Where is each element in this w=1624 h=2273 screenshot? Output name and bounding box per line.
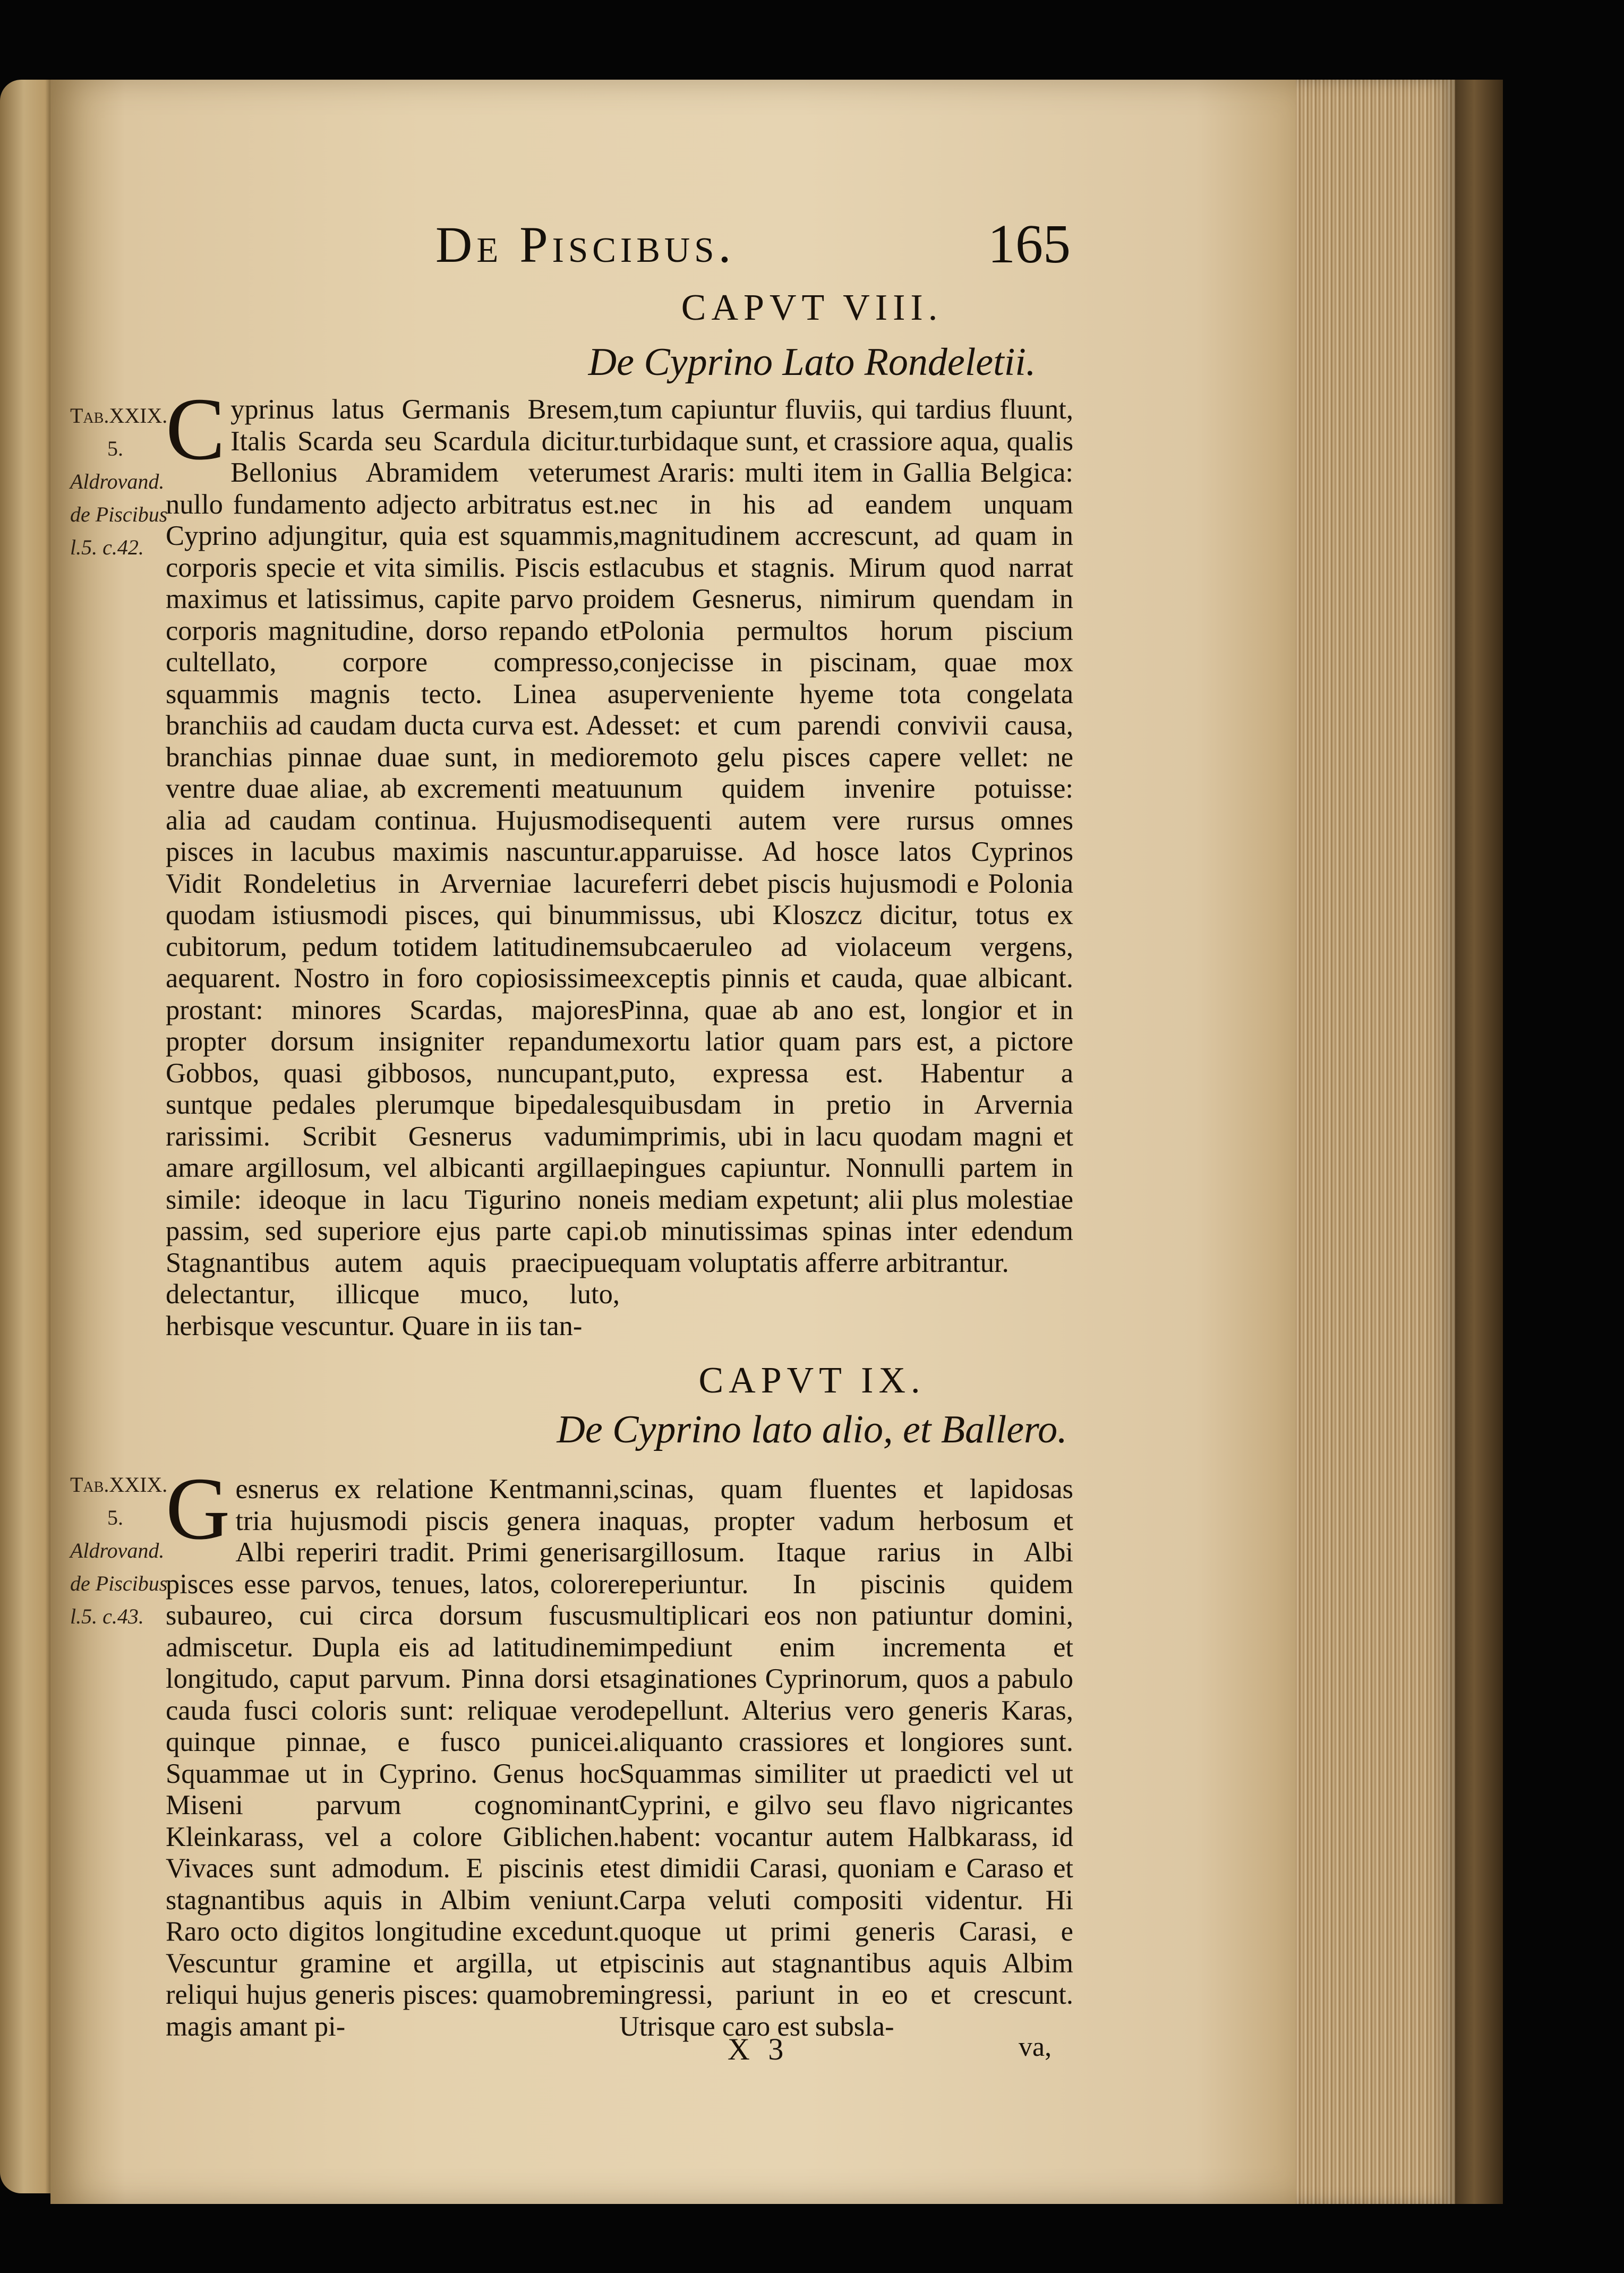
margin-work: de Piscibus (70, 1571, 168, 1595)
drop-cap: G (166, 1459, 230, 1558)
margin-author: Aldrovand. (70, 1539, 165, 1562)
paragraph: yprinus latus Germanis Bresem, Italis Scarda seu Scardula dicitur. Bellonius Abramidem veterum nullo fundamento adjecto arbitratus est. Cyprino adjungitur, quia est squammis, corporis specie et vita similis. Piscis est maximus et latissimus, capite parvo pro corporis magnitudine, dorso repando et cultellato, corpore compresso, squammis magnis tecto. Linea a branchiis ad caudam ducta curva est. Ad branchias pinnae duae sunt, in medio ventre duae aliae, ab excrementi meatu alia ad caudam continua. Hujusmodi pisces in lacubus maximis nascuntur. Vidit Rondeletius in Arverniae lacu quodam istiusmodi pisces, qui binum cubitorum, pedum totidem latitudinem aequarent. Nostro in foro copiosissime prostant: minores Scardas, majores propter dorsum insigniter repandum Gobbos, quasi gibbosos, nuncupant, suntque pedales plerumque bipedales rarissimi. Scribit Gesnerus vadum amare argillosum, vel albicanti argillae simile: ideoque in lacu Tigurino non passim, sed superiore ejus parte capi. Stagnantibus autem aquis praecipue delectantur, illicque muco, luto, herbisque vescuntur. Quare in iis tan- (166, 394, 620, 1341)
chapter-9-column-2 (619, 1474, 1073, 2043)
chapter-9-heading: CAPVT IX. (698, 1360, 926, 1401)
margin-author: Aldrovand. (70, 469, 165, 493)
chapter-8-column-2 (619, 394, 1073, 1279)
margin-locus: l.5. c.43. (70, 1604, 144, 1628)
paragraph: esnerus ex relatione Kentmanni, tria hujusmodi piscis genera in Albi reperiri tradit. Primi generis pisces esse parvos, tenues, latos, colore subaureo, cui circa dorsum fuscus admiscetur. Dupla eis ad latitudinem longitudo, caput parvum. Pinna dorsi et cauda fusci coloris sunt: reliquae vero quinque pinnae, e fusco punicei. Squammae ut in Cyprino. Genus hoc Miseni parvum cognominant Kleinkarass, vel a colore Giblichen. Vivaces sunt admodum. E piscinis et stagnantibus aquis in Albim veniunt. Raro octo digitos longitudine excedunt. Vescuntur gramine et argilla, ut et reliqui hujus generis pisces: quamobrem magis amant pi- (166, 1474, 620, 2042)
margin-note-chapter-8 (70, 399, 176, 564)
book-cover (1455, 80, 1503, 2204)
chapter-9-column-1 (166, 1459, 620, 2043)
margin-plate-num: 5. (107, 1506, 123, 1529)
left-page-edge (0, 80, 53, 2193)
page-number: 165 (988, 213, 1071, 275)
page-edges (1296, 80, 1455, 2204)
drop-cap: C (166, 380, 226, 478)
margin-work: de Piscibus (70, 502, 168, 526)
catchword: va, (1019, 2032, 1052, 2062)
running-header (0, 212, 1624, 276)
paragraph: tum capiuntur fluviis, qui tardius fluunt, turbidaque sunt, et crassiore aqua, qualis est Araris: multi item in Gallia Belgica: nec in his ad eandem unquam magnitudinem accrescunt, ad quam in lacubus et stagnis. Mirum quod narrat idem Gesnerus, nimirum quendam in Polonia permultos horum piscium conjecisse in piscinam, quae mox superveniente hyeme tota congelata esset: et cum parendi convivii causa, remoto gelu pisces capere vellet: ne unum quidem invenire potuisse: sequenti autem vere rursus omnes apparuisse. Ad hosce latos Cyprinos referri debet piscis hujusmodi e Polonia missus, ubi Kloszcz dicitur, totus ex subcaeruleo ad violaceum vergens, exceptis pinnis et cauda, quae albicant. Pinna, quae ab ano est, longior et in exortu latior quam pars est, a pictore puto, expressa est. Habentur a quibusdam in pretio in Arvernia imprimis, ubi in lacu quodam magni et pingues capiuntur. Nonnulli partem in eis mediam expetunt; alii plus molestiae ob minutissimas spinas inter edendum quam voluptatis afferre arbitrantur. (619, 394, 1073, 1278)
chapter-8-column-1 (166, 380, 620, 1342)
chapter-8-heading: CAPVT VIII. (681, 287, 943, 328)
chapter-8-subtitle: De Cyprino Lato Rondeletii. (588, 340, 1036, 384)
margin-plate-ref: Tab.XXIX. (70, 1473, 168, 1497)
margin-note-chapter-9 (70, 1468, 176, 1633)
margin-locus: l.5. c.42. (70, 535, 144, 559)
margin-plate-num: 5. (107, 437, 123, 460)
signature-mark: X 3 (728, 2032, 789, 2066)
chapter-9-subtitle: De Cyprino lato alio, et Ballero. (557, 1408, 1067, 1451)
margin-plate-ref: Tab.XXIX. (70, 404, 168, 428)
paragraph: scinas, quam fluentes et lapidosas aquas, propter vadum herbosum et argillosum. Itaque rarius in Albi reperiuntur. In piscinis quidem multiplicari eos non patiuntur domini, impediunt enim incrementa et saginationes Cyprinorum, quos a pabulo depellunt. Alterius vero generis Karas, aliquanto crassiores et longiores sunt. Squammas similiter ut praedicti vel ut Cyprini, e gilvo seu flavo nigricantes habent: vocantur autem Halbkarass, id est dimidii Carasi, quoniam e Caraso et Carpa veluti compositi videntur. Hi quoque ut primi generis Carasi, e piscinis aut stagnantibus aquis Albim ingressi, pariunt in eo et crescunt. Utrisque caro est subsla- (619, 1474, 1073, 2042)
running-title: De Piscibus. (435, 216, 736, 273)
